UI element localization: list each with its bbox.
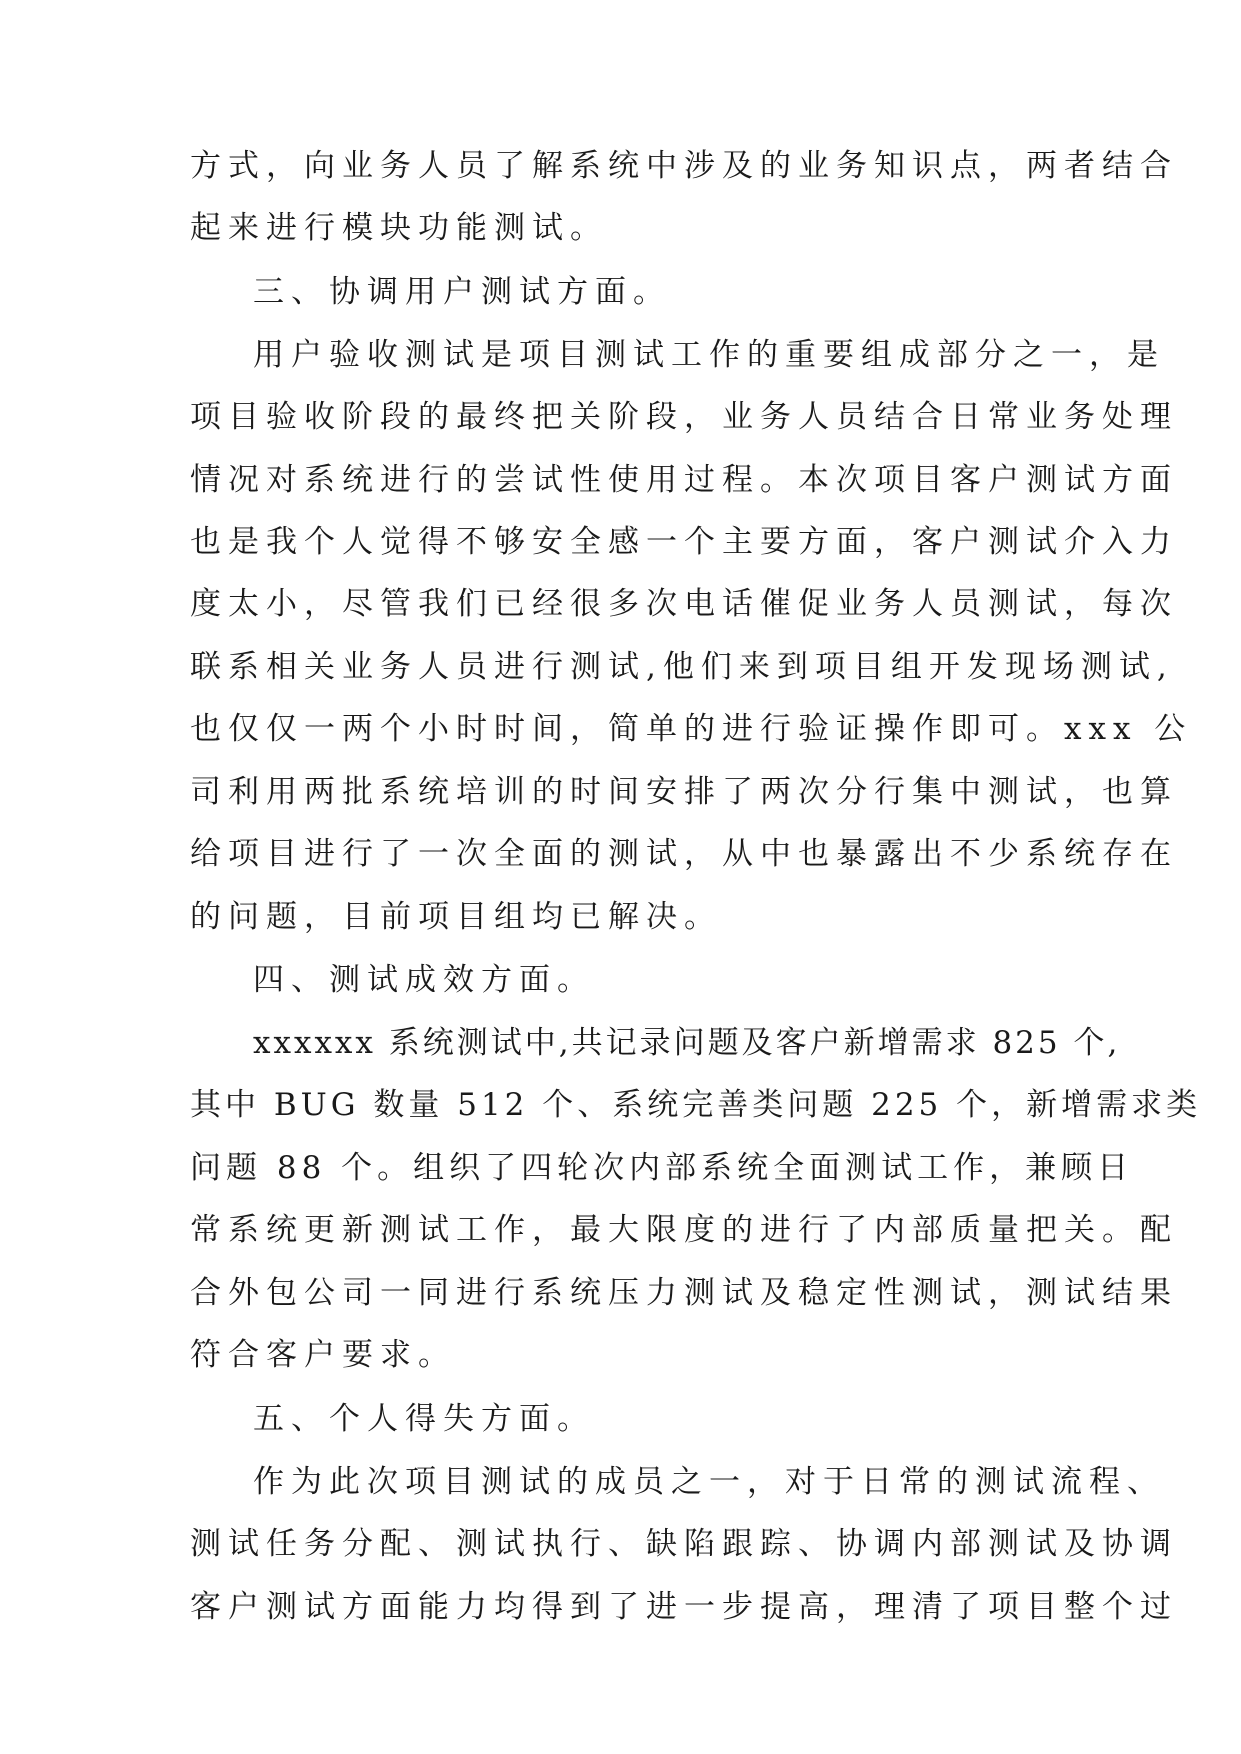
text-line-4: 用户验收测试是项目测试工作的重要组成部分之一，是 bbox=[253, 337, 1165, 373]
text-line-6: 情况对系统进行的尝试性使用过程。本次项目客户测试方面 bbox=[190, 462, 1178, 498]
text-line-9: 联系相关业务人员进行测试,他们来到项目组开发现场测试, bbox=[190, 649, 1174, 685]
text-line-19: 合外包公司一同进行系统压力测试及稳定性测试，测试结果 bbox=[190, 1275, 1178, 1311]
text-line-8: 度太小，尽管我们已经很多次电话催促业务人员测试，每次 bbox=[190, 586, 1178, 622]
text-line-2: 起来进行模块功能测试。 bbox=[190, 210, 608, 246]
text-line-12: 给项目进行了一次全面的测试，从中也暴露出不少系统存在 bbox=[190, 836, 1178, 872]
section-heading-4: 四、测试成效方面。 bbox=[253, 962, 595, 998]
text-line-16: 其中 BUG 数量 512 个、系统完善类问题 225 个，新增需求类 bbox=[190, 1087, 1202, 1123]
text-line-20: 符合客户要求。 bbox=[190, 1337, 456, 1373]
text-line-23: 测试任务分配、测试执行、缺陷跟踪、协调内部测试及协调 bbox=[190, 1526, 1178, 1562]
text-line-11: 司利用两批系统培训的时间安排了两次分行集中测试，也算 bbox=[190, 774, 1178, 810]
section-heading-3: 三、协调用户测试方面。 bbox=[253, 274, 671, 310]
text-line-1: 方式，向业务人员了解系统中涉及的业务知识点，两者结合 bbox=[190, 148, 1178, 184]
text-line-10: 也仅仅一两个小时时间，简单的进行验证操作即可。xxx 公 bbox=[190, 711, 1193, 747]
text-line-13: 的问题，目前项目组均已解决。 bbox=[190, 899, 722, 935]
text-line-22: 作为此次项目测试的成员之一，对于日常的测试流程、 bbox=[253, 1464, 1165, 1500]
text-line-7: 也是我个人觉得不够安全感一个主要方面，客户测试介入力 bbox=[190, 524, 1178, 560]
text-line-5: 项目验收阶段的最终把关阶段，业务人员结合日常业务处理 bbox=[190, 399, 1178, 435]
text-line-18: 常系统更新测试工作，最大限度的进行了内部质量把关。配 bbox=[190, 1212, 1178, 1248]
text-line-17: 问题 88 个。组织了四轮次内部系统全面测试工作，兼顾日 bbox=[190, 1150, 1134, 1186]
text-line-15: xxxxxx 系统测试中,共记录问题及客户新增需求 825 个, bbox=[253, 1025, 1121, 1061]
section-heading-5: 五、个人得失方面。 bbox=[253, 1401, 595, 1437]
text-line-24: 客户测试方面能力均得到了进一步提高，理清了项目整个过 bbox=[190, 1589, 1178, 1625]
